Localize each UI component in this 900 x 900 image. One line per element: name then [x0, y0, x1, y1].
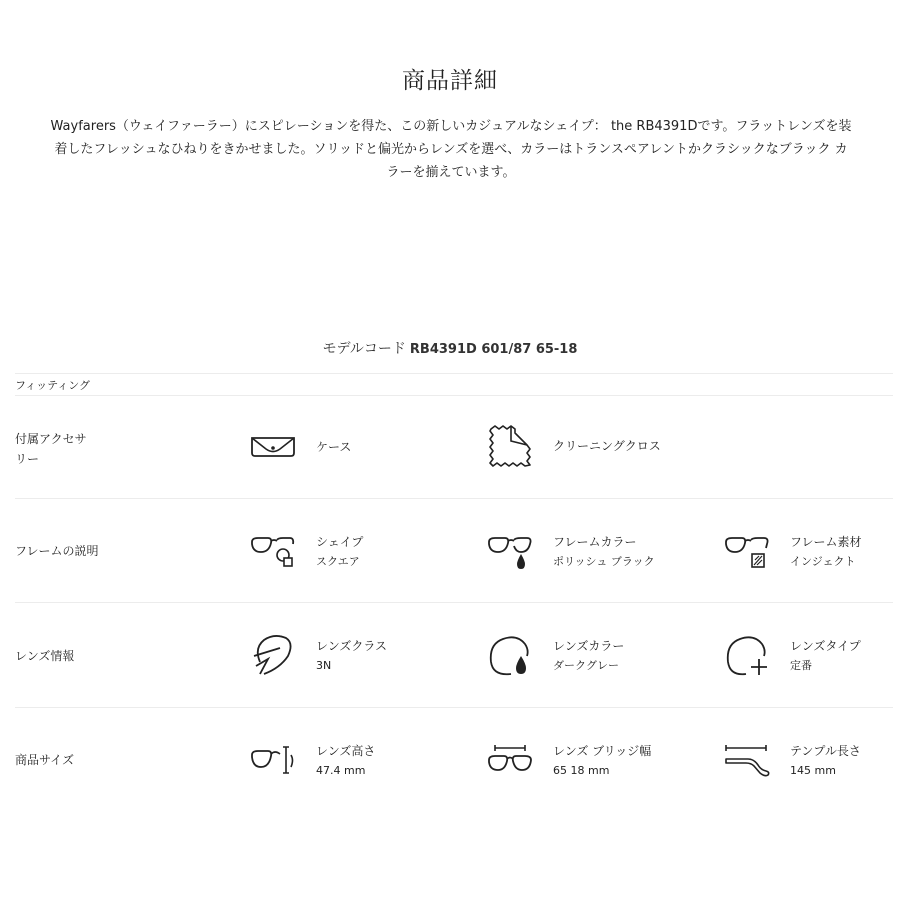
case-icon: [250, 433, 296, 461]
product-description: [18, 115, 884, 184]
item-value: インジェクト: [790, 555, 856, 568]
item-value: 47.4 mm: [316, 764, 366, 777]
item-title: フレーム素材: [790, 535, 862, 549]
item-title: テンプル長さ: [790, 744, 861, 758]
item-value: 65 18 mm: [553, 764, 610, 777]
row-label-frame: フレームの説明: [15, 544, 99, 558]
description-line: 着したフレッシュなひねりをきかせました。ソリッドと偏光からレンズを選べ、カラーはトランスペアレントかクラシックなブラック カ: [54, 142, 848, 157]
item-value: スクエア: [316, 555, 360, 568]
row-label-line: 付属アクセサ: [15, 432, 87, 446]
frame-shape: [250, 532, 363, 572]
item-title: レンズクラス: [316, 639, 387, 653]
item-value: 3N: [316, 659, 332, 672]
item-value: 定番: [790, 659, 812, 672]
divider: [15, 498, 893, 499]
row-label-lens: レンズ情報: [15, 649, 75, 663]
lens-bridge-width: [487, 742, 651, 780]
item-title: クリーニングクロス: [553, 438, 661, 453]
divider: [15, 707, 893, 708]
item-value: ダークグレー: [553, 659, 619, 672]
item-value: 145 mm: [790, 764, 836, 777]
lens-class-icon: [250, 634, 296, 678]
accessory-cleaning-cloth: [487, 423, 661, 469]
lens-color: [487, 634, 624, 678]
description-line: ラーを揃えています。: [386, 165, 516, 180]
item-title: フレームカラー: [553, 535, 637, 549]
item-title: レンズカラー: [553, 639, 625, 653]
item-title: レンズ高さ: [316, 744, 376, 758]
temple-length-icon: [724, 743, 770, 779]
frame-color-icon: [487, 532, 533, 572]
item-title: ケース: [316, 439, 352, 454]
page-title: 商品詳細: [402, 68, 498, 94]
model-code: [0, 338, 900, 358]
divider: [15, 602, 893, 603]
description-line: Wayfarers（ウェイファーラー）にスピレーションを得た、この新しいカジュアルなシェイプ： the RB4391Dです。フラットレンズを装: [50, 119, 852, 134]
model-code-label: モデルコード: [322, 341, 406, 357]
divider: [15, 395, 893, 396]
frame-shape-icon: [250, 532, 296, 572]
accessory-case: [250, 433, 351, 461]
lens-type-icon: [724, 634, 770, 678]
frame-material: [724, 532, 862, 572]
lens-bridge-width-icon: [487, 743, 533, 779]
frame-material-icon: [724, 532, 770, 572]
lens-class: [250, 634, 387, 678]
lens-color-icon: [487, 634, 533, 678]
row-label-accessories: [15, 429, 115, 469]
item-value: ポリッシュ ブラック: [553, 555, 655, 568]
divider: [15, 373, 893, 374]
frame-color: [487, 532, 655, 572]
lens-height: [250, 742, 375, 780]
model-code-value: RB4391D 601/87 65-18: [409, 342, 578, 357]
cleaning-cloth-icon: [487, 423, 533, 469]
row-label-line: リー: [15, 452, 40, 466]
item-title: レンズ ブリッジ幅: [553, 744, 652, 758]
lens-height-icon: [250, 743, 296, 779]
fitting-heading: フィッティング: [15, 379, 91, 392]
item-title: シェイプ: [316, 535, 364, 549]
row-label-size: 商品サイズ: [15, 753, 75, 767]
item-title: レンズタイプ: [790, 639, 861, 653]
temple-length: [724, 742, 861, 780]
lens-type: [724, 634, 861, 678]
